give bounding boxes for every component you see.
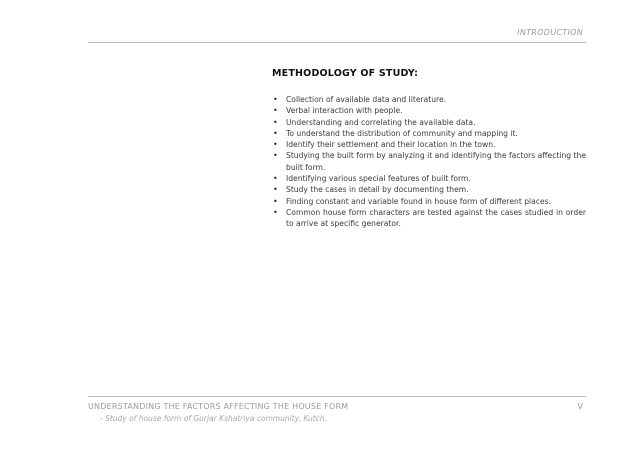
list-item-text: Identify their settlement and their location in the town. bbox=[286, 140, 496, 150]
bullet-icon: • bbox=[273, 140, 278, 150]
bullet-icon: • bbox=[273, 196, 278, 206]
footer-subtitle: - Study of house form of Gurjar Kshatriya community, Kutch. bbox=[100, 414, 328, 423]
bullet-icon: • bbox=[273, 95, 278, 104]
list-item-text: Collection of available data and literature. bbox=[286, 95, 447, 104]
list-item-text: Studying the built form by analyzing it and identifying the factors affecting the built form. bbox=[286, 151, 586, 172]
list-item bbox=[272, 105, 586, 116]
bullet-icon: • bbox=[273, 117, 278, 127]
header-section-label: INTRODUCTION bbox=[517, 28, 583, 37]
bullet-icon: • bbox=[273, 151, 278, 161]
bullet-icon: • bbox=[273, 106, 278, 116]
bullet-icon: • bbox=[273, 128, 278, 138]
footer-title: UNDERSTANDING THE FACTORS AFFECTING THE HOUSE FORM bbox=[88, 402, 349, 411]
list-item bbox=[272, 184, 586, 195]
section-title: METHODOLOGY OF STUDY: bbox=[272, 68, 419, 79]
list-item-text: Verbal interaction with people. bbox=[286, 106, 403, 116]
bullet-icon: • bbox=[273, 174, 278, 184]
bullet-icon: • bbox=[273, 207, 278, 217]
footer-divider bbox=[88, 396, 586, 397]
page-number: V bbox=[577, 402, 583, 411]
list-item bbox=[272, 117, 586, 128]
list-item-text: Study the cases in detail by documenting them. bbox=[286, 185, 469, 195]
header-divider bbox=[88, 42, 586, 43]
list-item bbox=[272, 128, 586, 139]
list-item-text: To understand the distribution of community and mapping it. bbox=[286, 128, 518, 138]
bullet-icon: • bbox=[273, 185, 278, 195]
list-item bbox=[272, 150, 586, 173]
list-item bbox=[272, 207, 586, 230]
list-item-text: Identifying various special features of built form. bbox=[286, 174, 471, 184]
list-item-text: Finding constant and variable found in house form of different places. bbox=[286, 196, 552, 206]
list-item bbox=[272, 94, 586, 105]
methodology-list bbox=[272, 94, 586, 230]
list-item-text: Understanding and correlating the available data. bbox=[286, 117, 476, 127]
list-item-text: Common house form characters are tested against the cases studied in order to arrive at specific generator. bbox=[286, 207, 586, 229]
list-item bbox=[272, 139, 586, 150]
list-item bbox=[272, 173, 586, 184]
list-item bbox=[272, 196, 586, 207]
